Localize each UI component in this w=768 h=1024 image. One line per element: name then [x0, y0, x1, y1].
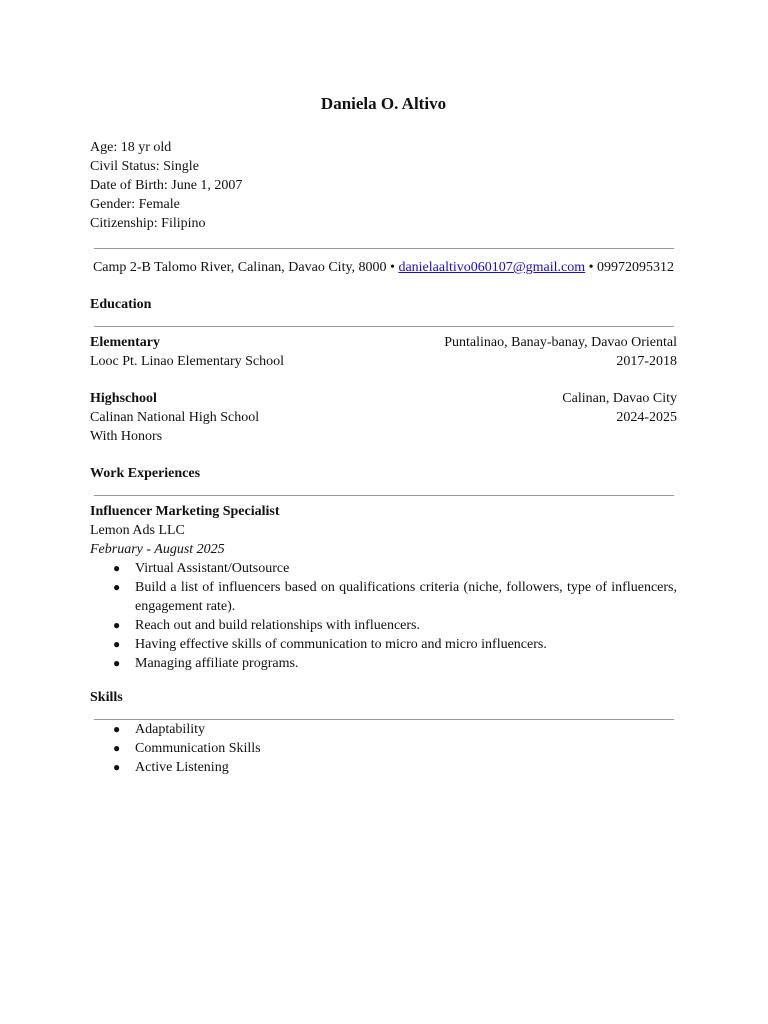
list-item	[90, 578, 677, 616]
resume-page	[90, 92, 677, 777]
bullet-icon: ●	[113, 741, 121, 755]
education-school: Calinan National High School	[90, 410, 260, 425]
education-row	[90, 352, 677, 371]
work-heading: Work Experiences	[90, 466, 201, 481]
education-level: Elementary	[90, 335, 160, 350]
job-role: Influencer Marketing Specialist	[90, 504, 280, 519]
bullet-icon: ●	[113, 561, 121, 575]
separator-dot: •	[588, 260, 594, 275]
duty-text: Having effective skills of communication to micro and micro influencers.	[135, 637, 547, 652]
education-entry-elementary	[90, 333, 677, 371]
education-heading: Education	[90, 297, 152, 312]
duty-text: Build a list of influencers based on qualifications criteria (niche, followers, type of influencers, engagement rate).	[135, 580, 677, 614]
education-row	[90, 427, 677, 446]
skills-heading: Skills	[90, 690, 123, 705]
info-citizenship: Citizenship: Filipino	[90, 216, 206, 231]
education-school: Looc Pt. Linao Elementary School	[90, 354, 285, 369]
bullet-icon: ●	[113, 618, 121, 632]
job-period: February - August 2025	[90, 542, 225, 557]
applicant-name: Daniela O. Altivo	[320, 94, 447, 113]
education-note: With Honors	[90, 429, 163, 444]
divider	[94, 495, 674, 496]
list-item	[90, 758, 677, 777]
education-row	[90, 408, 677, 427]
email-link[interactable]: danielaaltivo060107@gmail.com	[398, 260, 586, 275]
list-item	[90, 654, 677, 673]
skill-text: Adaptability	[135, 722, 205, 737]
contact-phone: 09972095312	[597, 260, 675, 275]
education-row	[90, 333, 677, 352]
bullet-icon: ●	[113, 637, 121, 651]
contact-address: Camp 2-B Talomo River, Calinan, Davao City, 8000	[92, 260, 387, 275]
job-duties-list	[90, 559, 677, 673]
list-item	[90, 635, 677, 654]
education-entry-highschool	[90, 389, 677, 446]
info-date-of-birth: Date of Birth: June 1, 2007	[90, 178, 243, 193]
info-age: Age: 18 yr old	[90, 140, 172, 155]
education-location: Puntalinao, Banay-banay, Davao Oriental	[444, 335, 677, 350]
contact-line	[90, 258, 677, 277]
bullet-icon: ●	[113, 656, 121, 670]
list-item	[90, 739, 677, 758]
education-level: Highschool	[90, 391, 157, 406]
skill-text: Communication Skills	[135, 741, 261, 756]
education-row	[90, 389, 677, 408]
skills-list	[90, 720, 677, 777]
education-location: Calinan, Davao City	[562, 391, 677, 406]
bullet-icon: ●	[113, 760, 121, 774]
duty-text: Virtual Assistant/Outsource	[135, 561, 290, 576]
duty-text: Managing affiliate programs.	[135, 656, 299, 671]
divider	[94, 248, 674, 249]
skill-text: Active Listening	[135, 760, 229, 775]
bullet-icon: ●	[113, 722, 121, 736]
list-item	[90, 616, 677, 635]
info-gender: Gender: Female	[90, 197, 180, 212]
info-civil-status: Civil Status: Single	[90, 159, 199, 174]
job-company: Lemon Ads LLC	[90, 523, 185, 538]
personal-info	[90, 138, 677, 233]
education-years: 2024-2025	[616, 410, 677, 425]
list-item	[90, 559, 677, 578]
education-years: 2017-2018	[616, 354, 677, 369]
job-entry	[90, 502, 677, 673]
divider	[94, 326, 674, 327]
duty-text: Reach out and build relationships with influencers.	[135, 618, 420, 633]
list-item	[90, 720, 677, 739]
bullet-icon: ●	[113, 580, 121, 594]
separator-dot: •	[390, 260, 395, 275]
